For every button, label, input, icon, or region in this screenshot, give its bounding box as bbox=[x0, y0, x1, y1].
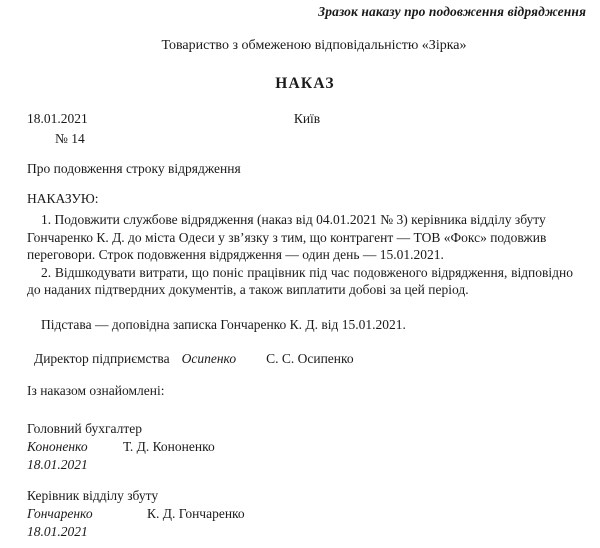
document-date: 18.01.2021 bbox=[27, 111, 88, 126]
sales-head-post: Керівник відділу збуту bbox=[27, 488, 159, 503]
accountant-sign-date: 18.01.2021 bbox=[27, 456, 88, 472]
clause-item: 1. Подовжити службове відрядження (наказ від 04.01.2021 № 3) керівника відділу збуту Гончаренко К. Д. до міста Одеси у зв’язку з тим, що контрагент — ТОВ «Фокс» подовжив переговори. Строк подовження відрядження — один день — 15.01.2021. bbox=[27, 212, 547, 263]
document-basis: Підстава — доповідна записка Гончаренко К. Д. від 15.01.2021. bbox=[41, 317, 406, 332]
sales-head-signature: Гончаренко bbox=[27, 505, 93, 521]
accountant-full-name: Т. Д. Кононенко bbox=[123, 438, 215, 454]
document-city: Київ bbox=[293, 111, 321, 126]
sales-head-name-row bbox=[27, 505, 245, 523]
accountant-signature: Кононенко bbox=[27, 438, 88, 454]
director-post: Директор підприємства bbox=[34, 351, 170, 366]
signature-director bbox=[34, 351, 354, 367]
signature-sales-head bbox=[27, 487, 245, 540]
document-subject: Про подовження строку відрядження bbox=[27, 161, 241, 176]
director-signature: Осипенко bbox=[181, 351, 237, 366]
accountant-post: Головний бухгалтер bbox=[27, 421, 142, 436]
document-title: НАКАЗ bbox=[275, 75, 335, 92]
acknowledgement-label: Із наказом ознайомлені: bbox=[27, 383, 165, 398]
order-verb: НАКАЗУЮ: bbox=[27, 191, 99, 206]
director-full-name: С. С. Осипенко bbox=[266, 351, 354, 366]
sales-head-full-name: К. Д. Гончаренко bbox=[147, 505, 245, 521]
clause-item: 2. Відшкодувати витрати, що поніс працівник під час подовженого відрядження, відповідно до наданих підтвердних документів, а також виплатити добові за цей період. bbox=[27, 264, 573, 298]
document-number: № 14 bbox=[55, 131, 85, 146]
accountant-name-row bbox=[27, 438, 215, 456]
clause-list bbox=[27, 211, 573, 299]
document-meta-row bbox=[27, 111, 573, 131]
organization-name: Товариство з обмеженою відповідальністю «Зірка» bbox=[161, 38, 467, 53]
signature-chief-accountant bbox=[27, 420, 215, 473]
sales-head-sign-date: 18.01.2021 bbox=[27, 523, 88, 539]
document-header-note: Зразок наказу про подовження відрядження bbox=[318, 4, 586, 19]
